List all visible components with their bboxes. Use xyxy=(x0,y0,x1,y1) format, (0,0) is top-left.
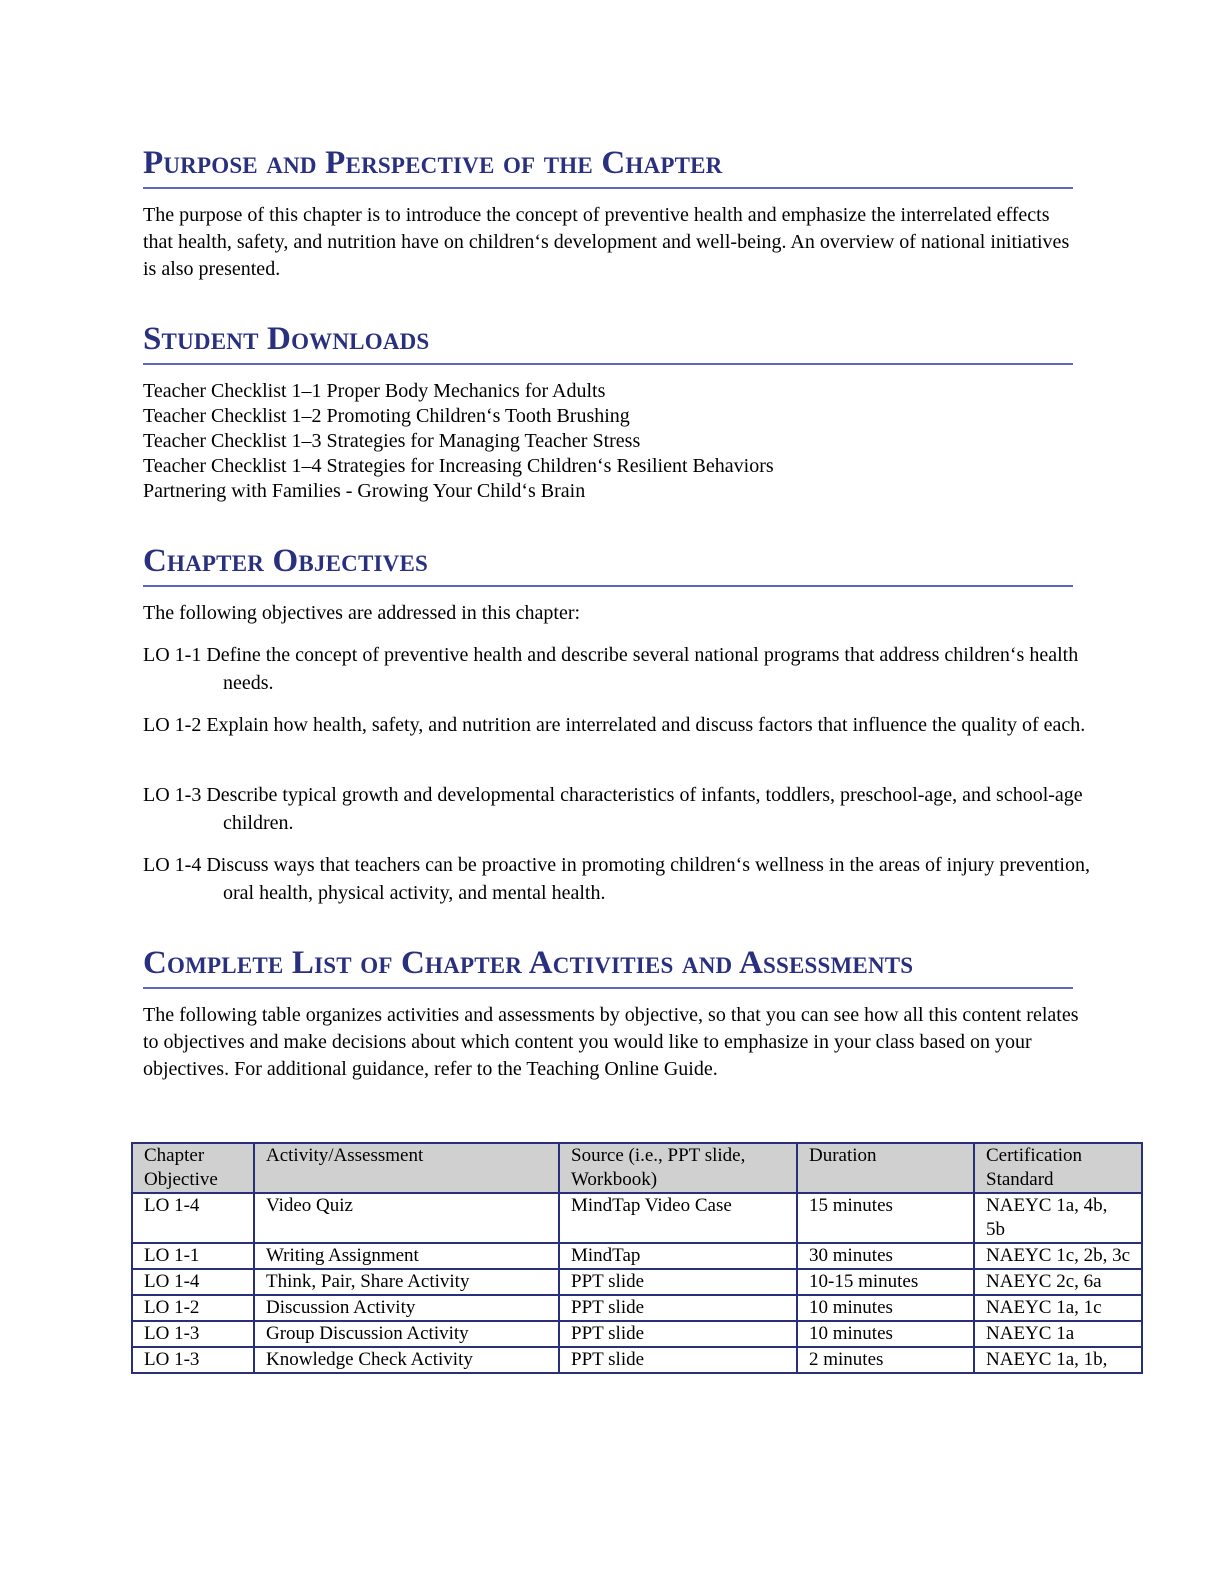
table-cell: LO 1-3 xyxy=(132,1321,254,1347)
table-cell: PPT slide xyxy=(559,1295,797,1321)
table-cell: 2 minutes xyxy=(797,1347,974,1373)
table-cell: Writing Assignment xyxy=(254,1243,559,1269)
table-cell: NAEYC 1a, 1c xyxy=(974,1295,1142,1321)
objective-item: LO 1-3 Describe typical growth and developmental characteristics of infants, toddlers, preschool-age, and school-age children. xyxy=(143,784,1083,834)
column-header: Certification Standard xyxy=(974,1143,1142,1193)
table-cell: Group Discussion Activity xyxy=(254,1321,559,1347)
activities-table xyxy=(131,1142,1143,1374)
table-cell: NAEYC 1a, 4b, 5b xyxy=(974,1193,1142,1243)
table-cell: NAEYC 2c, 6a xyxy=(974,1269,1142,1295)
section-heading-objectives: Chapter Objectives xyxy=(143,541,1073,587)
purpose-paragraph: The purpose of this chapter is to introduce the concept of preventive health and emphasize the interrelated effects that health, safety, and nutrition have on children‘s development and well-being. An overview of national initiatives is also presented. xyxy=(143,204,1070,280)
table-cell: NAEYC 1c, 2b, 3c xyxy=(974,1243,1142,1269)
objective-item: LO 1-1 Define the concept of preventive health and describe several national programs that address children‘s health needs. xyxy=(143,644,1079,694)
table-cell: NAEYC 1a xyxy=(974,1321,1142,1347)
table-row xyxy=(132,1321,1142,1347)
table-cell: MindTap Video Case xyxy=(559,1193,797,1243)
download-item: Teacher Checklist 1–2 Promoting Children‘s Tooth Brushing xyxy=(143,405,630,427)
download-item: Teacher Checklist 1–4 Strategies for Increasing Children‘s Resilient Behaviors xyxy=(143,455,774,477)
table-cell: PPT slide xyxy=(559,1269,797,1295)
column-header: Chapter Objective xyxy=(132,1143,254,1193)
table-cell: 10-15 minutes xyxy=(797,1269,974,1295)
download-item: Teacher Checklist 1–1 Proper Body Mechanics for Adults xyxy=(143,380,606,402)
table-header-row xyxy=(132,1143,1142,1193)
table-cell: MindTap xyxy=(559,1243,797,1269)
table-cell: LO 1-4 xyxy=(132,1269,254,1295)
download-item: Partnering with Families - Growing Your Child‘s Brain xyxy=(143,480,586,502)
table-cell: Knowledge Check Activity xyxy=(254,1347,559,1373)
table-cell: LO 1-1 xyxy=(132,1243,254,1269)
table-cell: Discussion Activity xyxy=(254,1295,559,1321)
table-cell: 10 minutes xyxy=(797,1295,974,1321)
table-row xyxy=(132,1269,1142,1295)
column-header: Duration xyxy=(797,1143,974,1193)
table-cell: NAEYC 1a, 1b, xyxy=(974,1347,1142,1373)
table-cell: Video Quiz xyxy=(254,1193,559,1243)
section-heading-downloads: Student Downloads xyxy=(143,319,1073,365)
download-item: Teacher Checklist 1–3 Strategies for Managing Teacher Stress xyxy=(143,430,641,452)
table-row xyxy=(132,1347,1142,1373)
table-cell: PPT slide xyxy=(559,1347,797,1373)
table-row xyxy=(132,1295,1142,1321)
section-heading-activities: Complete List of Chapter Activities and Assessments xyxy=(143,943,1073,989)
objective-item: LO 1-2 Explain how health, safety, and nutrition are interrelated and discuss factors that influence the quality of each. xyxy=(143,714,1086,736)
downloads-list xyxy=(143,379,1083,504)
column-header: Activity/Assessment xyxy=(254,1143,559,1193)
table-cell: LO 1-4 xyxy=(132,1193,254,1243)
section-heading-purpose: Purpose and Perspective of the Chapter xyxy=(143,143,1073,189)
objective-item: LO 1-4 Discuss ways that teachers can be proactive in promoting children‘s wellness in the areas of injury prevention, oral health, physical activity, and mental health. xyxy=(143,854,1090,904)
activities-paragraph: The following table organizes activities and assessments by objective, so that you can see how all this content relates to objectives and make decisions about which content you would like to emphasize in your class based on your objectives. For additional guidance, refer to the Teaching Online Guide. xyxy=(143,1004,1079,1080)
table-cell: LO 1-3 xyxy=(132,1347,254,1373)
table-cell: Think, Pair, Share Activity xyxy=(254,1269,559,1295)
table-cell: LO 1-2 xyxy=(132,1295,254,1321)
table-cell: 30 minutes xyxy=(797,1243,974,1269)
table-cell: 10 minutes xyxy=(797,1321,974,1347)
column-header: Source (i.e., PPT slide, Workbook) xyxy=(559,1143,797,1193)
objectives-intro: The following objectives are addressed in this chapter: xyxy=(143,602,581,624)
table-row xyxy=(132,1193,1142,1243)
table-cell: PPT slide xyxy=(559,1321,797,1347)
table-row xyxy=(132,1243,1142,1269)
table-cell: 15 minutes xyxy=(797,1193,974,1243)
